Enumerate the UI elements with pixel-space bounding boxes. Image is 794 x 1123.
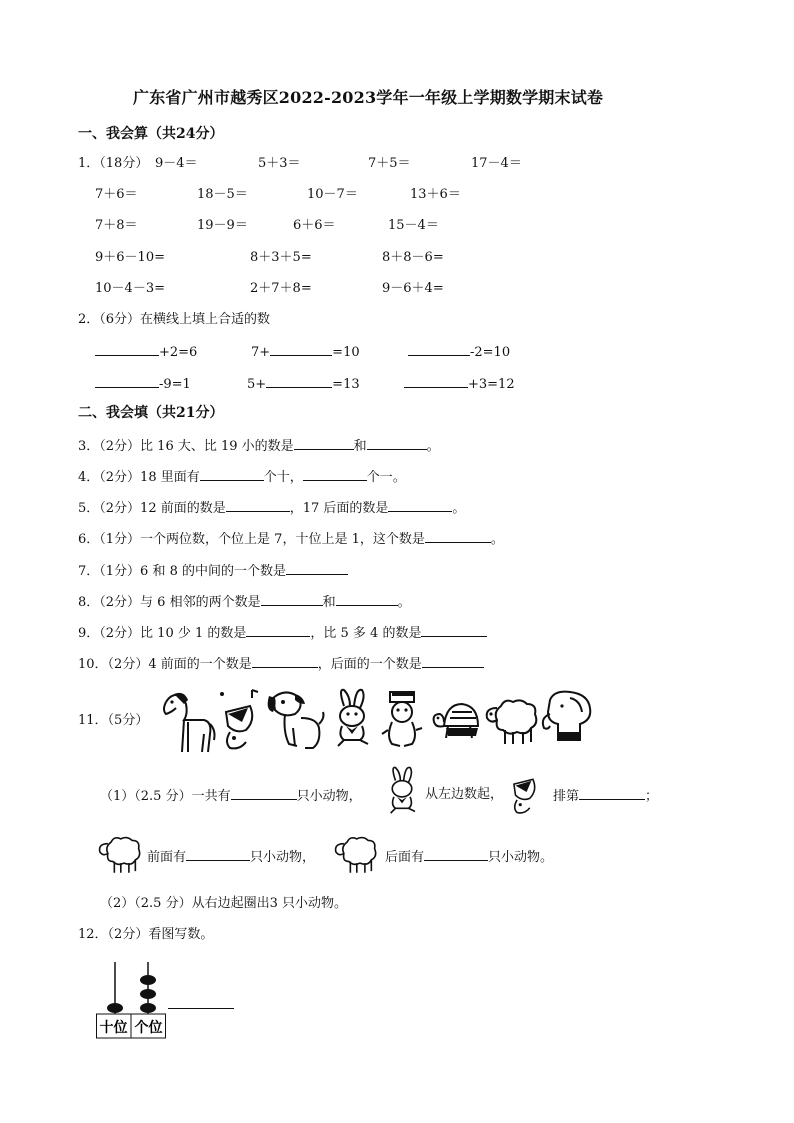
q1-item: 9＋6－10= xyxy=(95,250,165,265)
answer-blank[interactable] xyxy=(252,655,318,668)
q9: 9．（2分）比 10 少 1 的数是 ，比 5 多 4 的数是 xyxy=(78,624,487,642)
answer-blank[interactable] xyxy=(270,343,332,356)
section-heading-fill: 二、我会填（共21分） xyxy=(78,405,224,421)
q2-item: 5+ =13 xyxy=(247,377,360,392)
q3: 3．（2分）比 16 大、比 19 小的数是 和 。 xyxy=(78,439,440,454)
answer-blank[interactable] xyxy=(286,562,348,575)
abacus-label-ones: 个位 xyxy=(134,1020,163,1036)
q11-part1-f: 前面有 只小动物， xyxy=(147,850,316,865)
answer-blank[interactable] xyxy=(388,499,452,512)
abacus-bead-ones xyxy=(140,989,156,999)
answer-blank[interactable] xyxy=(425,530,491,543)
abacus-bead-ones xyxy=(140,975,156,985)
sheep-icon xyxy=(96,834,144,876)
q1-item: 7＋8＝ xyxy=(95,218,138,233)
q1-item: 17－4＝ xyxy=(471,156,522,171)
q8: 8．（2分）与 6 相邻的两个数是 和 。 xyxy=(78,595,411,610)
bird-icon xyxy=(506,768,544,816)
q10: 10．（2分）4 前面的一个数是 ，后面的一个数是 xyxy=(78,655,484,673)
turtle-icon xyxy=(430,698,482,746)
abacus-bead-tens xyxy=(107,1003,123,1013)
q1-item: 7＋6＝ xyxy=(95,187,138,202)
answer-blank[interactable] xyxy=(226,499,290,512)
answer-blank[interactable] xyxy=(186,848,250,861)
q11-part1-d: 排第 ； xyxy=(553,789,659,804)
answer-blank[interactable] xyxy=(579,787,645,800)
answer-blank[interactable] xyxy=(367,437,427,450)
answer-blank[interactable] xyxy=(303,468,367,481)
section-heading-calc: 一、我会算（共24分） xyxy=(78,126,224,142)
q11-part1-a: （1）（2.5 分）一共有 只小动物， xyxy=(100,789,362,804)
answer-blank[interactable] xyxy=(95,375,159,388)
q11-part1-c: 从左边数起， xyxy=(425,787,504,802)
rabbit-icon xyxy=(330,688,374,752)
q11-part2: （2）（2.5 分）从右边起圈出3 只小动物。 xyxy=(100,896,347,911)
q2-item: +3=12 xyxy=(404,375,515,393)
horse-icon xyxy=(158,690,216,756)
q1-item: 2＋7＋8= xyxy=(250,281,312,296)
page-title: 广东省广州市越秀区2022-2023学年一年级上学期数学期末试卷 xyxy=(133,88,604,107)
sheep-icon xyxy=(332,834,380,876)
q1-item: 19－9＝ xyxy=(197,218,248,233)
q5: 5．（2分）12 前面的数是 ，17 后面的数是 。 xyxy=(78,501,466,516)
q2-label: 2．（6分）在横线上填上合适的数 xyxy=(78,312,271,327)
q1-item: 13＋6＝ xyxy=(410,187,461,202)
sheep-icon xyxy=(483,696,541,748)
answer-blank[interactable] xyxy=(422,655,484,668)
q12-answer xyxy=(168,996,234,1014)
answer-blank[interactable] xyxy=(231,787,297,800)
q11-label: 11．（5分） xyxy=(78,713,149,728)
elephant-icon xyxy=(540,690,594,750)
q1-item: 8＋3＋5= xyxy=(250,250,312,265)
q4: 4．（2分）18 里面有 个十， 个一。 xyxy=(78,470,406,485)
dog-icon xyxy=(265,688,325,754)
answer-blank[interactable] xyxy=(261,593,323,606)
answer-blank[interactable] xyxy=(421,624,487,637)
answer-blank[interactable] xyxy=(246,624,310,637)
answer-blank[interactable] xyxy=(266,375,332,388)
q1-item: 9－4＝ xyxy=(155,156,198,171)
abacus-bead-ones xyxy=(140,1003,156,1013)
q2-item: +2=6 xyxy=(95,343,197,361)
answer-blank[interactable] xyxy=(95,343,159,356)
answer-blank[interactable] xyxy=(424,848,488,861)
q1-item: 9－6＋4= xyxy=(382,281,444,296)
answer-blank[interactable] xyxy=(336,593,398,606)
answer-blank[interactable] xyxy=(404,375,468,388)
q1-item: 10－7＝ xyxy=(307,187,358,202)
q2-item: 7+ =10 xyxy=(251,345,360,360)
q1-item: 10－4－3= xyxy=(95,281,165,296)
q1-item: 18－5＝ xyxy=(197,187,248,202)
q2-item: -2=10 xyxy=(408,343,510,361)
q2-item: -9=1 xyxy=(95,375,191,393)
answer-blank[interactable] xyxy=(294,437,354,450)
abacus-label-tens: 十位 xyxy=(99,1020,128,1036)
rabbit-icon xyxy=(384,766,420,818)
q1-item: 8＋8－6= xyxy=(382,250,444,265)
answer-blank[interactable] xyxy=(408,343,470,356)
q1-label: 1．（18分） xyxy=(78,156,149,171)
abacus-figure xyxy=(96,960,166,1040)
q6: 6．（1分）一个两位数，个位上是 7，十位上是 1，这个数是 。 xyxy=(78,532,504,547)
q1-item: 6＋6＝ xyxy=(293,218,336,233)
q11-part1-g: 后面有 只小动物。 xyxy=(385,850,554,865)
q12-label: 12．（2分）看图写数。 xyxy=(78,927,214,942)
bird-icon xyxy=(216,692,264,752)
q7: 7．（1分）6 和 8 的中间的一个数是 xyxy=(78,562,348,580)
q1-item: 15－4＝ xyxy=(388,218,439,233)
answer-blank[interactable] xyxy=(200,468,264,481)
q1-item: 5＋3＝ xyxy=(258,156,301,171)
q1-item: 7＋5＝ xyxy=(368,156,411,171)
answer-blank[interactable] xyxy=(168,996,234,1009)
monkey-icon xyxy=(380,688,424,752)
